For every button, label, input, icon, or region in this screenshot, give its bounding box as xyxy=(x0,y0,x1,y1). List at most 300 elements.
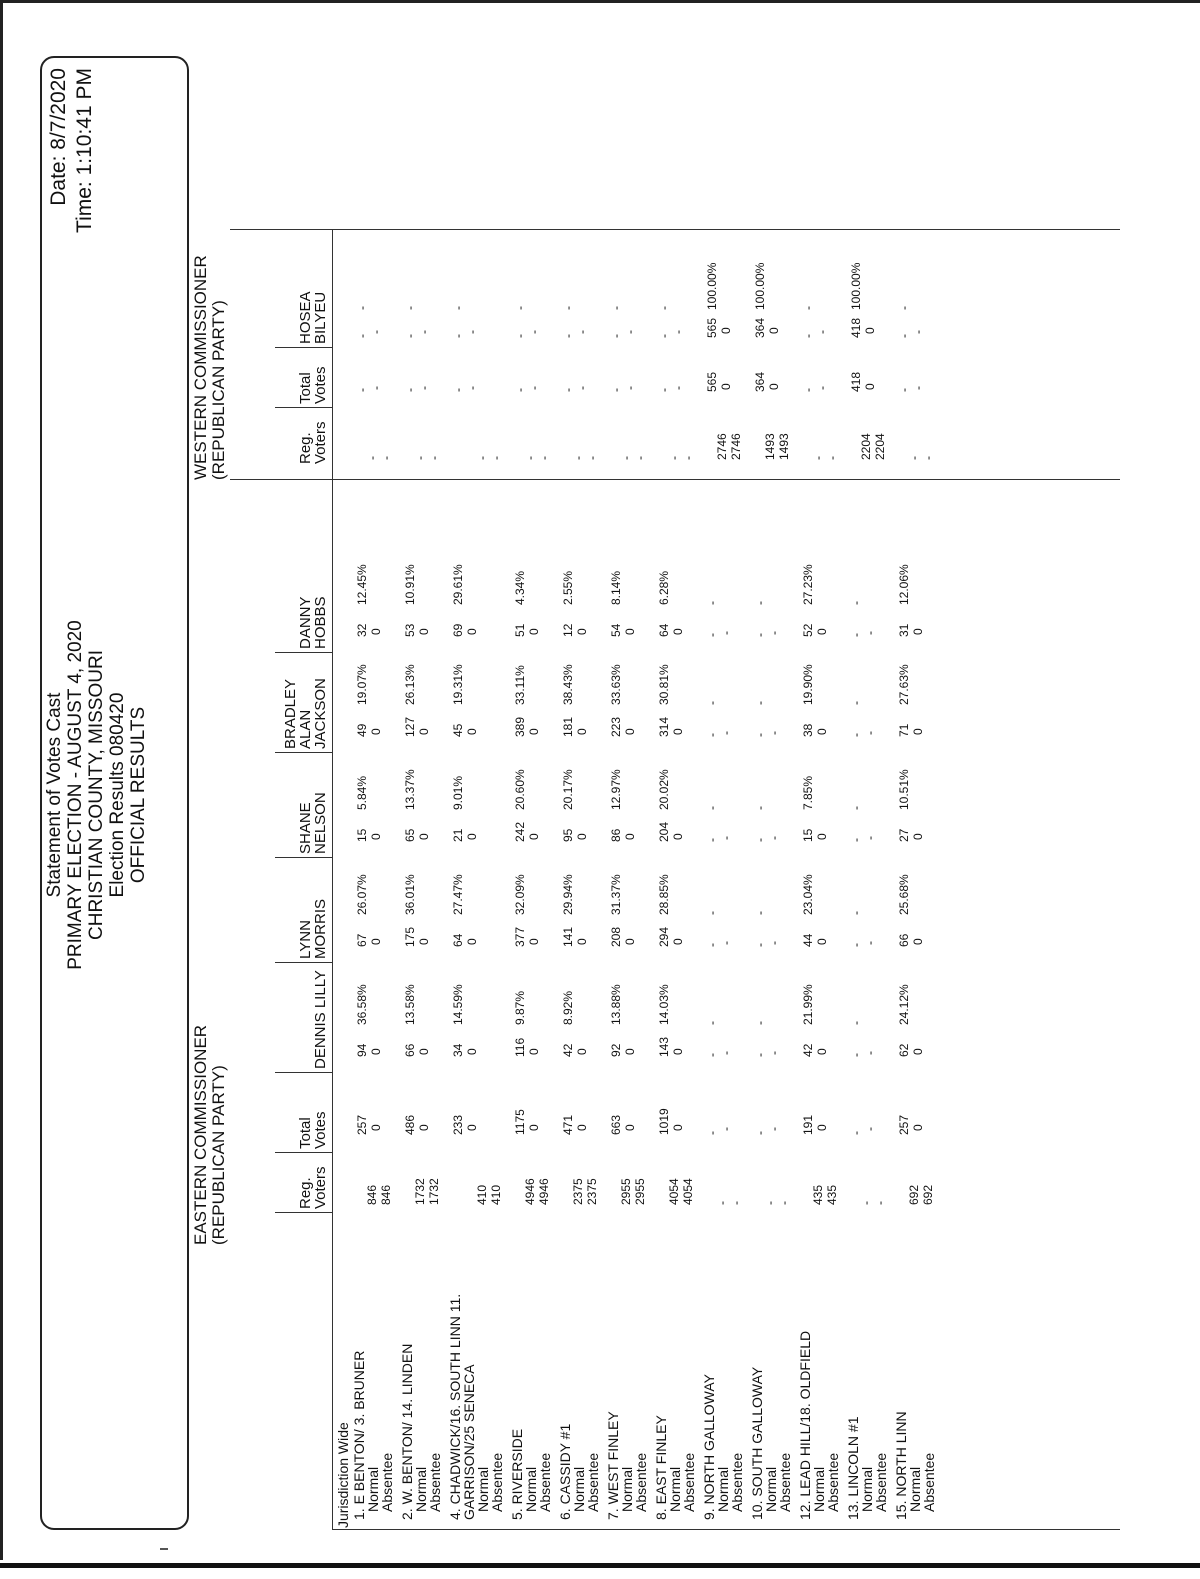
scan-mark xyxy=(160,1548,168,1550)
eastern-votes-4: 38 xyxy=(801,723,815,737)
eastern-absentee-3: 0 xyxy=(369,833,383,840)
eastern-votes-2: - xyxy=(705,943,719,947)
western-total-normal: 364 xyxy=(753,371,767,392)
row-absentee-label: Absentee xyxy=(537,1452,553,1512)
eastern-pct-5: - xyxy=(705,601,719,605)
eastern-reg-normal: 2375 xyxy=(571,1178,585,1205)
eastern-total-header-line-0: Total xyxy=(297,1117,314,1149)
eastern-absentee-1: 0 xyxy=(671,1048,685,1055)
eastern-absentee-4: 0 xyxy=(911,728,925,735)
eastern-votes-1: 42 xyxy=(801,1043,815,1057)
western-total-header-line-1: Votes xyxy=(312,366,329,404)
row-absentee-label: Absentee xyxy=(379,1452,395,1512)
eastern-reg-normal: 1732 xyxy=(413,1178,427,1205)
header-line-1: Statement of Votes Cast xyxy=(44,692,65,898)
eastern-votes-2: 294 xyxy=(657,926,671,947)
eastern-votes-2: 377 xyxy=(513,926,527,947)
eastern-reg-absentee: 435 xyxy=(825,1184,839,1205)
western-reg-normal: 2746 xyxy=(715,433,729,460)
western-total-absentee: 0 xyxy=(767,383,781,390)
eastern-votes-4: 181 xyxy=(561,716,575,737)
eastern-candidate-1-line-0: DENNIS LILLY xyxy=(312,970,329,1069)
eastern-candidate-3-line-0: SHANE xyxy=(297,802,314,854)
precinct-name: 5. RIVERSIDE xyxy=(509,1428,525,1520)
eastern-total-absentee: - xyxy=(767,1127,781,1131)
western-total-normal: - xyxy=(561,388,575,392)
sep-c3 xyxy=(275,857,332,858)
western-reg-normal: 1493 xyxy=(763,433,777,460)
eastern-pct-4: 26.13% xyxy=(403,664,417,705)
eastern-pct-4: 38.43% xyxy=(561,664,575,705)
report-header xyxy=(44,60,149,1530)
eastern-pct-4: - xyxy=(849,701,863,705)
eastern-votes-5: 12 xyxy=(561,623,575,637)
eastern-reg-normal: - xyxy=(763,1201,777,1205)
eastern-reg-normal: 2955 xyxy=(619,1178,633,1205)
eastern-reg-absentee: 410 xyxy=(489,1184,503,1205)
eastern-pct-4: 27.63% xyxy=(897,664,911,705)
eastern-pct-1: - xyxy=(705,1021,719,1025)
eastern-absentee-1: 0 xyxy=(911,1048,925,1055)
eastern-absentee-3: - xyxy=(767,836,781,840)
eastern-reg-absentee: 2375 xyxy=(585,1178,599,1205)
eastern-votes-5: - xyxy=(705,633,719,637)
rotated-document xyxy=(40,50,1120,1530)
western-total-absentee: 0 xyxy=(719,383,733,390)
eastern-votes-4: 389 xyxy=(513,716,527,737)
western-reg-normal: - xyxy=(619,456,633,460)
eastern-votes-3: 204 xyxy=(657,821,671,842)
eastern-pct-1: 36.58% xyxy=(355,984,369,1025)
eastern-absentee-4: - xyxy=(863,731,877,735)
eastern-pct-2: - xyxy=(849,911,863,915)
eastern-absentee-3: 0 xyxy=(623,833,637,840)
eastern-pct-2: 23.04% xyxy=(801,874,815,915)
eastern-pct-3: - xyxy=(705,806,719,810)
eastern-absentee-4: 0 xyxy=(417,728,431,735)
eastern-votes-1: - xyxy=(849,1053,863,1057)
western-reg-absentee: - xyxy=(585,456,599,460)
eastern-pct-5: 6.28% xyxy=(657,570,671,605)
eastern-candidate-4-line-0: BRADLEY xyxy=(282,678,299,749)
row-absentee-label: Absentee xyxy=(427,1452,443,1512)
eastern-absentee-1: - xyxy=(767,1051,781,1055)
eastern-candidate-3-line-1: NELSON xyxy=(312,792,329,854)
western-total-normal: - xyxy=(609,388,623,392)
western-candidate-1-line-0: HOSEA xyxy=(297,291,314,344)
western-total-absentee: - xyxy=(369,386,383,390)
eastern-pct-5: 29.61% xyxy=(451,564,465,605)
eastern-absentee-2: 0 xyxy=(369,938,383,945)
row-absentee-label: Absentee xyxy=(921,1452,937,1512)
row-normal-label: Normal xyxy=(667,1466,683,1512)
right-edge xyxy=(230,229,1120,230)
eastern-title xyxy=(192,1025,228,1245)
w-sep-total xyxy=(275,407,332,408)
eastern-total-normal: - xyxy=(753,1131,767,1135)
eastern-title-line1: EASTERN COMMISSIONER xyxy=(191,1024,210,1245)
eastern-total-normal: 257 xyxy=(355,1114,369,1135)
eastern-pct-5: - xyxy=(849,601,863,605)
western-absentee-1: - xyxy=(465,330,479,334)
western-total-absentee: - xyxy=(575,386,589,390)
eastern-pct-3: 9.01% xyxy=(451,775,465,810)
western-votes-1: - xyxy=(897,334,911,338)
western-votes-1: 565 xyxy=(705,317,719,338)
eastern-pct-5: 4.34% xyxy=(513,570,527,605)
western-total-normal: - xyxy=(657,388,671,392)
western-reg-absentee: - xyxy=(825,456,839,460)
row-normal-label: Normal xyxy=(571,1466,587,1512)
eastern-absentee-5: 0 xyxy=(815,628,829,635)
eastern-absentee-3: - xyxy=(863,836,877,840)
precinct-name: 8. EAST FINLEY xyxy=(653,1415,669,1520)
precinct-name: GARRISON/25 SENECA xyxy=(461,1364,477,1520)
eastern-reg-absentee: 846 xyxy=(379,1184,393,1205)
western-total-normal: 418 xyxy=(849,371,863,392)
western-reg-absentee: 2204 xyxy=(873,433,887,460)
eastern-total-absentee: - xyxy=(863,1127,877,1131)
eastern-votes-1: 143 xyxy=(657,1036,671,1057)
western-reg-header-line-1: Voters xyxy=(312,421,329,464)
eastern-pct-3: 20.60% xyxy=(513,769,527,810)
eastern-votes-5: 69 xyxy=(451,623,465,637)
eastern-pct-4: 19.07% xyxy=(355,664,369,705)
row-normal-label: Normal xyxy=(619,1466,635,1512)
eastern-absentee-3: 0 xyxy=(527,833,541,840)
western-total-absentee: - xyxy=(911,386,925,390)
row-absentee-label: Absentee xyxy=(633,1452,649,1512)
western-reg-normal: 2204 xyxy=(859,433,873,460)
precinct-name: 7. WEST FINLEY xyxy=(605,1411,621,1520)
header-line-2: PRIMARY ELECTION - AUGUST 4, 2020 xyxy=(65,620,86,970)
eastern-absentee-3: 0 xyxy=(815,833,829,840)
western-total-absentee: 0 xyxy=(863,383,877,390)
eastern-absentee-5: - xyxy=(719,631,733,635)
precinct-name: 13. LINCOLN #1 xyxy=(845,1416,861,1520)
western-reg-normal: - xyxy=(523,456,537,460)
eastern-pct-4: 33.63% xyxy=(609,664,623,705)
eastern-reg-header-line-1: Voters xyxy=(312,1166,329,1209)
eastern-absentee-4: 0 xyxy=(671,728,685,735)
eastern-votes-3: - xyxy=(753,838,767,842)
eastern-total-normal: 486 xyxy=(403,1114,417,1135)
precinct-name: 2. W. BENTON/ 14. LINDEN xyxy=(399,1343,415,1520)
eastern-absentee-1: - xyxy=(863,1051,877,1055)
eastern-pct-3: 10.51% xyxy=(897,769,911,810)
eastern-absentee-1: - xyxy=(719,1051,733,1055)
row-normal-label: Normal xyxy=(475,1466,491,1512)
eastern-absentee-5: 0 xyxy=(671,628,685,635)
eastern-absentee-5: 0 xyxy=(465,628,479,635)
row-absentee-label: Absentee xyxy=(489,1452,505,1512)
eastern-total-absentee: 0 xyxy=(623,1124,637,1131)
eastern-pct-4: 30.81% xyxy=(657,664,671,705)
eastern-pct-2: - xyxy=(753,911,767,915)
eastern-pct-5: - xyxy=(753,601,767,605)
eastern-pct-1: 8.92% xyxy=(561,990,575,1025)
eastern-pct-4: 19.31% xyxy=(451,664,465,705)
eastern-pct-5: 2.55% xyxy=(561,570,575,605)
western-votes-1: - xyxy=(561,334,575,338)
eastern-absentee-3: 0 xyxy=(911,833,925,840)
western-reg-normal: - xyxy=(571,456,585,460)
western-absentee-1: 0 xyxy=(719,327,733,334)
western-votes-1: - xyxy=(355,334,369,338)
western-total-normal: - xyxy=(451,388,465,392)
eastern-absentee-5: 0 xyxy=(417,628,431,635)
eastern-votes-3: 95 xyxy=(561,828,575,842)
eastern-votes-5: 52 xyxy=(801,623,815,637)
eastern-total-absentee: 0 xyxy=(911,1124,925,1131)
eastern-reg-normal: 435 xyxy=(811,1184,825,1205)
sep-reg xyxy=(275,1212,332,1213)
report-time: Time: 1:10:41 PM xyxy=(73,68,96,233)
western-reg-normal: - xyxy=(413,456,427,460)
eastern-votes-2: 141 xyxy=(561,926,575,947)
eastern-absentee-4: - xyxy=(719,731,733,735)
eastern-pct-4: - xyxy=(753,701,767,705)
western-reg-header-line-0: Reg. xyxy=(297,432,314,464)
sep-c5 xyxy=(275,652,332,653)
eastern-absentee-4: - xyxy=(767,731,781,735)
eastern-absentee-5: 0 xyxy=(369,628,383,635)
eastern-absentee-5: 0 xyxy=(911,628,925,635)
eastern-reg-normal: 846 xyxy=(365,1184,379,1205)
eastern-total-absentee: 0 xyxy=(417,1124,431,1131)
eastern-pct-2: 25.68% xyxy=(897,874,911,915)
eastern-pct-2: 36.01% xyxy=(403,874,417,915)
eastern-absentee-5: 0 xyxy=(575,628,589,635)
western-votes-1: 418 xyxy=(849,317,863,338)
western-title-line2: (REPUBLICAN PARTY) xyxy=(209,300,228,480)
western-total-normal: - xyxy=(355,388,369,392)
eastern-votes-3: 15 xyxy=(355,828,369,842)
eastern-absentee-2: 0 xyxy=(671,938,685,945)
eastern-pct-3: 12.97% xyxy=(609,769,623,810)
eastern-absentee-1: 0 xyxy=(575,1048,589,1055)
eastern-votes-2: 44 xyxy=(801,933,815,947)
header-line-5: OFFICIAL RESULTS xyxy=(128,706,149,884)
eastern-absentee-1: 0 xyxy=(369,1048,383,1055)
eastern-votes-3: - xyxy=(849,838,863,842)
eastern-absentee-5: - xyxy=(767,631,781,635)
eastern-reg-absentee: - xyxy=(777,1201,791,1205)
eastern-absentee-3: 0 xyxy=(671,833,685,840)
eastern-votes-1: 92 xyxy=(609,1043,623,1057)
row-normal-label: Normal xyxy=(413,1466,429,1512)
sep-c4 xyxy=(275,752,332,753)
western-title-line1: WESTERN COMMISSIONER xyxy=(191,255,210,480)
eastern-pct-2: 26.07% xyxy=(355,874,369,915)
eastern-votes-3: 21 xyxy=(451,828,465,842)
western-absentee-1: - xyxy=(575,330,589,334)
eastern-pct-1: 13.88% xyxy=(609,984,623,1025)
western-pct-1: - xyxy=(561,306,575,310)
eastern-absentee-5: 0 xyxy=(527,628,541,635)
sep-c1 xyxy=(275,1072,332,1073)
eastern-candidate-4-line-1: ALAN xyxy=(297,709,314,749)
eastern-absentee-4: 0 xyxy=(815,728,829,735)
precinct-name: 6. CASSIDY #1 xyxy=(557,1423,573,1520)
eastern-reg-absentee: 1732 xyxy=(427,1178,441,1205)
eastern-candidate-2-line-1: MORRIS xyxy=(312,899,329,959)
header-line-4: Election Results 080420 xyxy=(107,692,128,898)
western-reg-absentee: 1493 xyxy=(777,433,791,460)
date-time xyxy=(46,68,98,233)
eastern-absentee-2: 0 xyxy=(815,938,829,945)
page-edge-left xyxy=(0,0,3,1560)
western-votes-1: - xyxy=(513,334,527,338)
eastern-absentee-4: 0 xyxy=(575,728,589,735)
row-normal-label: Normal xyxy=(715,1466,731,1512)
western-pct-1: - xyxy=(897,306,911,310)
eastern-votes-1: 66 xyxy=(403,1043,417,1057)
eastern-reg-absentee: 2955 xyxy=(633,1178,647,1205)
western-absentee-1: - xyxy=(527,330,541,334)
eastern-votes-2: 66 xyxy=(897,933,911,947)
eastern-reg-absentee: 4946 xyxy=(537,1178,551,1205)
row-absentee-label: Absentee xyxy=(873,1452,889,1512)
eastern-total-header-line-1: Votes xyxy=(312,1111,329,1149)
eastern-absentee-3: 0 xyxy=(417,833,431,840)
report-date: Date: 8/7/2020 xyxy=(47,68,70,206)
eastern-reg-normal: - xyxy=(715,1201,729,1205)
eastern-absentee-2: - xyxy=(767,941,781,945)
eastern-votes-4: 314 xyxy=(657,716,671,737)
western-reg-absentee: 2746 xyxy=(729,433,743,460)
eastern-reg-normal: 410 xyxy=(475,1184,489,1205)
western-absentee-1: - xyxy=(369,330,383,334)
eastern-votes-5: 64 xyxy=(657,623,671,637)
eastern-pct-3: - xyxy=(753,806,767,810)
western-reg-absentee: - xyxy=(633,456,647,460)
eastern-votes-3: 15 xyxy=(801,828,815,842)
western-reg-normal: - xyxy=(667,456,681,460)
eastern-reg-absentee: 692 xyxy=(921,1184,935,1205)
page-edge-bottom xyxy=(0,1563,1200,1568)
eastern-pct-2: 32.09% xyxy=(513,874,527,915)
western-total-header-line-0: Total xyxy=(297,372,314,404)
eastern-votes-5: - xyxy=(849,633,863,637)
western-reg-normal: - xyxy=(365,456,379,460)
eastern-absentee-3: 0 xyxy=(465,833,479,840)
eastern-pct-1: 14.03% xyxy=(657,984,671,1025)
row-normal-label: Normal xyxy=(365,1466,381,1512)
eastern-total-absentee: 0 xyxy=(465,1124,479,1131)
eastern-votes-3: 65 xyxy=(403,828,417,842)
western-reg-absentee: - xyxy=(921,456,935,460)
eastern-absentee-4: 0 xyxy=(369,728,383,735)
western-total-normal: 565 xyxy=(705,371,719,392)
header-rule xyxy=(332,230,333,1530)
eastern-total-normal: 257 xyxy=(897,1114,911,1135)
sep-c2 xyxy=(275,962,332,963)
label-column-edge xyxy=(332,1529,1120,1530)
eastern-votes-3: - xyxy=(705,838,719,842)
w-sep-c1 xyxy=(275,347,332,348)
western-reg-normal: - xyxy=(475,456,489,460)
eastern-reg-normal: 4054 xyxy=(667,1178,681,1205)
eastern-absentee-5: - xyxy=(863,631,877,635)
eastern-reg-normal: 692 xyxy=(907,1184,921,1205)
eastern-pct-5: 8.14% xyxy=(609,570,623,605)
eastern-absentee-1: 0 xyxy=(815,1048,829,1055)
eastern-reg-normal: 4946 xyxy=(523,1178,537,1205)
eastern-votes-5: 53 xyxy=(403,623,417,637)
western-total-absentee: - xyxy=(815,386,829,390)
eastern-absentee-1: 0 xyxy=(527,1048,541,1055)
row-normal-label: Normal xyxy=(763,1466,779,1512)
eastern-pct-4: 33.11% xyxy=(513,665,527,705)
eastern-absentee-2: 0 xyxy=(575,938,589,945)
western-pct-1: - xyxy=(657,306,671,310)
eastern-candidate-5-line-0: DANNY xyxy=(297,596,314,649)
row-absentee-label: Absentee xyxy=(585,1452,601,1512)
eastern-votes-2: - xyxy=(849,943,863,947)
western-reg-absentee: - xyxy=(489,456,503,460)
eastern-pct-1: 14.59% xyxy=(451,984,465,1025)
western-pct-1: - xyxy=(801,306,815,310)
western-reg-absentee: - xyxy=(681,456,695,460)
eastern-reg-header-line-0: Reg. xyxy=(297,1177,314,1209)
western-votes-1: - xyxy=(657,334,671,338)
western-total-normal: - xyxy=(513,388,527,392)
eastern-votes-1: 42 xyxy=(561,1043,575,1057)
western-reg-absentee: - xyxy=(427,456,441,460)
eastern-votes-4: 71 xyxy=(897,723,911,737)
western-pct-1: - xyxy=(609,306,623,310)
eastern-absentee-2: 0 xyxy=(527,938,541,945)
section-divider xyxy=(230,479,1120,480)
western-absentee-1: 0 xyxy=(863,327,877,334)
eastern-pct-2: 31.37% xyxy=(609,874,623,915)
eastern-pct-1: - xyxy=(849,1021,863,1025)
precinct-name: 1. E BENTON/ 3. BRUNER xyxy=(351,1350,367,1520)
western-candidate-1-line-1: BILYEU xyxy=(312,291,329,344)
eastern-candidate-2-line-0: LYNN xyxy=(297,920,314,959)
eastern-pct-5: 12.06% xyxy=(897,564,911,605)
western-pct-1: 100.00% xyxy=(705,262,719,310)
western-total-normal: - xyxy=(897,388,911,392)
eastern-votes-1: 94 xyxy=(355,1043,369,1057)
eastern-absentee-4: 0 xyxy=(623,728,637,735)
precinct-name: 10. SOUTH GALLOWAY xyxy=(749,1366,765,1520)
eastern-pct-1: 9.87% xyxy=(513,990,527,1025)
row-normal-label: Normal xyxy=(907,1466,923,1512)
western-pct-1: - xyxy=(403,306,417,310)
row-absentee-label: Absentee xyxy=(681,1452,697,1512)
row-normal-label: Normal xyxy=(811,1466,827,1512)
eastern-votes-3: 27 xyxy=(897,828,911,842)
eastern-absentee-3: 0 xyxy=(575,833,589,840)
precinct-name: 9. NORTH GALLOWAY xyxy=(701,1374,717,1520)
western-total-absentee: - xyxy=(527,386,541,390)
eastern-votes-5: 54 xyxy=(609,623,623,637)
eastern-votes-2: 175 xyxy=(403,926,417,947)
precinct-name: 4. CHADWICK/16. SOUTH LINN 11. xyxy=(447,1293,463,1520)
western-votes-1: - xyxy=(403,334,417,338)
eastern-votes-2: 208 xyxy=(609,926,623,947)
western-pct-1: - xyxy=(355,306,369,310)
eastern-votes-1: - xyxy=(753,1053,767,1057)
header-line-3: CHRISTIAN COUNTY, MISSOURI xyxy=(86,650,107,940)
row-normal-label: Normal xyxy=(523,1466,539,1512)
eastern-votes-2: 67 xyxy=(355,933,369,947)
eastern-pct-5: 12.45% xyxy=(355,564,369,605)
eastern-candidate-5-line-1: HOBBS xyxy=(312,596,329,649)
eastern-total-normal: 663 xyxy=(609,1114,623,1135)
